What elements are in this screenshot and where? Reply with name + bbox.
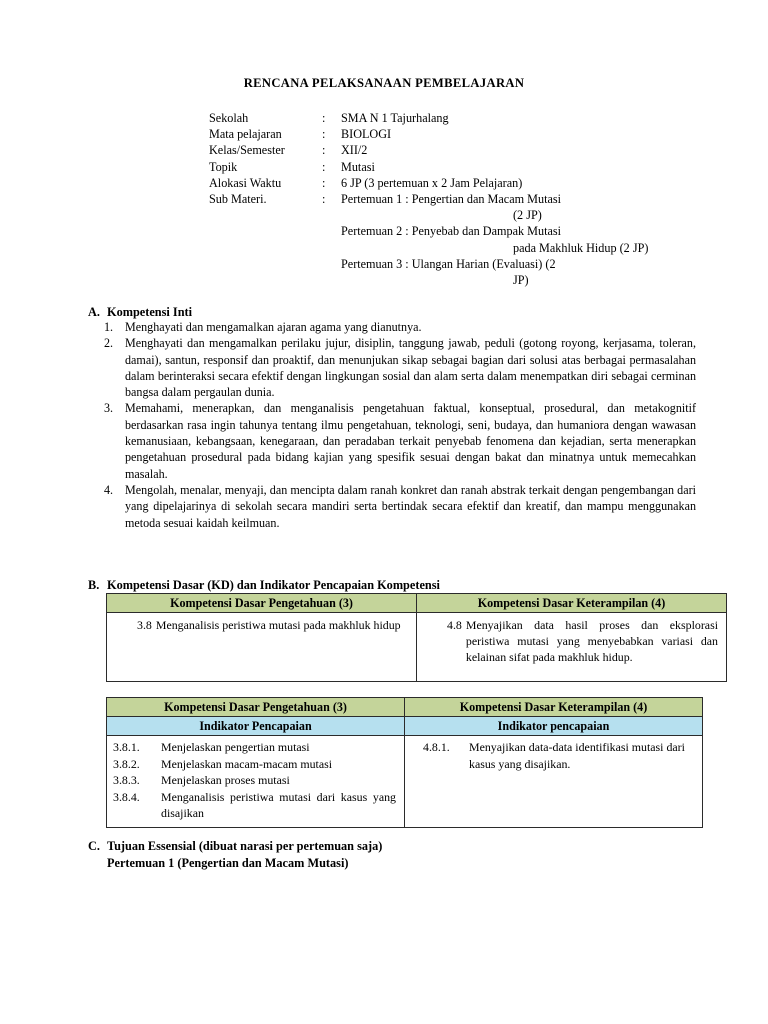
section-c-heading	[88, 839, 708, 854]
table-row	[107, 613, 727, 682]
table-header-row	[107, 594, 727, 613]
identity-value: BIOLOGI	[341, 127, 392, 142]
identity-row-kelas-semester	[209, 142, 689, 158]
kd-description: Menganalisis peristiwa mutasi pada makhluk hidup	[155, 618, 401, 632]
identity-label: Alokasi Waktu	[209, 175, 282, 190]
kompetensi-inti-item	[104, 319, 696, 335]
identity-row-topik	[209, 159, 689, 175]
indikator-cell-keterampilan	[405, 736, 703, 828]
kompetensi-inti-number: 4.	[104, 482, 114, 497]
section-a-title: Kompetensi Inti	[107, 305, 193, 319]
kompetensi-inti-item	[104, 335, 696, 400]
indikator-code: 3.8.4.	[113, 789, 140, 804]
kompetensi-inti-text: Memahami, menerapkan, dan menganalisis pengetahuan faktual, konseptual, prosedural, dan metakognitif berdasarkan rasa ingin tahunya tentang ilmu pengetahuan, teknologi, seni, budaya, dan humaniora dengan wawasan kemanusiaan, kebangsaan, kenegaraan, dan peradaban terkait penyebab fenomena dan kejadian, serta menerapkan pengetahuan prosedural pada bidang kajian yang spesifik sesuai dengan bakat dan minatnya untuk memecahkan masalah.	[125, 401, 696, 481]
sub-materi-list	[341, 191, 689, 288]
indikator-item	[423, 739, 694, 772]
section-a-heading	[88, 305, 688, 320]
sub-materi-item	[341, 256, 689, 288]
indikator-code: 3.8.2.	[113, 756, 140, 771]
sub-materi-line-cont: pada Makhluk Hidup (2 JP)	[513, 240, 649, 255]
kd-entry	[115, 617, 408, 633]
indikator-item	[113, 739, 396, 756]
indikator-list-right	[405, 736, 702, 777]
section-b-heading	[88, 578, 708, 593]
table-header-row	[107, 698, 703, 717]
kompetensi-inti-text: Menghayati dan mengamalkan ajaran agama yang dianutnya.	[125, 320, 422, 334]
indikator-code: 4.8.1.	[423, 740, 450, 754]
identity-colon: :	[322, 111, 326, 125]
indikator-header-pengetahuan: Kompetensi Dasar Pengetahuan (3)	[107, 698, 405, 717]
indikator-text: Menganalisis peristiwa mutasi dari kasus yang disajikan	[161, 789, 396, 821]
sub-materi-item	[341, 223, 689, 255]
indikator-cell-pengetahuan	[107, 736, 405, 828]
kd-header-keterampilan: Kompetensi Dasar Keterampilan (4)	[417, 594, 727, 613]
identity-label: Kelas/Semester	[209, 143, 285, 158]
section-b-title: Kompetensi Dasar (KD) dan Indikator Pencapaian Kompetensi	[107, 578, 440, 592]
indikator-item	[113, 789, 396, 822]
indikator-text: Menjelaskan pengertian mutasi	[161, 740, 310, 754]
kd-header-pengetahuan: Kompetensi Dasar Pengetahuan (3)	[107, 594, 417, 613]
identity-value: 6 JP (3 pertemuan x 2 Jam Pelajaran)	[341, 175, 523, 190]
indikator-text: Menjelaskan proses mutasi	[161, 773, 290, 788]
indikator-text: Menjelaskan macam-macam mutasi	[161, 756, 333, 771]
kompetensi-inti-list	[104, 319, 696, 531]
identity-value: SMA N 1 Tajurhalang	[341, 111, 449, 125]
section-c-title: Tujuan Essensial (dibuat narasi per pertemuan saja)	[107, 839, 383, 853]
sub-materi-line-cont: (2 JP)	[513, 208, 542, 223]
identity-colon: :	[322, 192, 326, 207]
identity-colon: :	[322, 127, 326, 142]
document-title: RENCANA PELAKSANAAN PEMBELAJARAN	[243, 76, 525, 90]
kompetensi-inti-number: 3.	[104, 401, 114, 416]
kd-description: Menyajikan data hasil proses dan eksplorasi peristiwa mutasi yang menyebabkan variasi dan kelainan sifat pada makhluk hidup.	[465, 618, 718, 665]
identity-row-alokasi-waktu	[209, 175, 689, 191]
indikator-table	[106, 697, 703, 828]
kd-cell-pengetahuan	[107, 613, 417, 682]
identity-value: XII/2	[341, 143, 368, 158]
indikator-code: 3.8.1.	[113, 740, 140, 754]
identity-value: Mutasi	[341, 159, 375, 174]
indikator-subheader-left: Indikator Pencapaian	[107, 717, 405, 736]
sub-materi-line: Pertemuan 3 : Ulangan Harian (Evaluasi) (2	[341, 256, 556, 271]
identity-row-mata-pelajaran	[209, 126, 689, 142]
sub-materi-line: Pertemuan 2 : Penyebab dan Dampak Mutasi	[341, 224, 561, 239]
kompetensi-inti-number: 1.	[104, 320, 114, 334]
indikator-item	[113, 772, 396, 789]
indikator-code: 3.8.3.	[113, 773, 140, 788]
section-b-letter: B.	[88, 578, 100, 592]
kd-code: 3.8	[137, 618, 152, 632]
indikator-list-left	[107, 736, 404, 827]
section-c-subtitle: Pertemuan 1 (Pengertian dan Macam Mutasi)	[107, 856, 349, 870]
section-a-letter: A.	[88, 305, 100, 319]
identity-row-sub-materi	[209, 191, 689, 288]
indikator-subheader-right: Indikator pencapaian	[405, 717, 703, 736]
kompetensi-inti-item	[104, 482, 696, 531]
identity-colon: :	[322, 175, 326, 190]
sub-materi-line-cont: JP)	[513, 273, 529, 288]
indikator-item	[113, 756, 396, 773]
identity-colon: :	[322, 159, 326, 174]
kompetensi-inti-text: Mengolah, menalar, menyaji, dan mencipta dalam ranah konkret dan ranah abstrak terkait dengan pengembangan dari yang dipelajarinya di sekolah secara mandiri serta bertindak secara efektif dan kreatif, dan mampu menggunakan metoda sesuai kaidah keilmuan.	[125, 482, 696, 530]
indikator-header-keterampilan: Kompetensi Dasar Keterampilan (4)	[405, 698, 703, 717]
kd-cell-keterampilan	[417, 613, 727, 682]
section-c-letter: C.	[88, 839, 100, 853]
identity-label: Sub Materi.	[209, 192, 267, 207]
identity-row-sekolah	[209, 110, 689, 126]
kompetensi-inti-text: Menghayati dan mengamalkan perilaku jujur, disiplin, tanggung jawab, peduli (gotong royong, kerjasama, toleran, damai), santun, responsif dan proaktif, dan menunjukan sikap sebagai bagian dari solusi atas berbagai permasalahan dalam berinteraksi secara efektif dengan lingkungan sosial dan alam serta dalam menempatkan diri sebagai cerminan bangsa dalam pergaulan dunia.	[125, 336, 696, 400]
identity-label: Sekolah	[209, 111, 249, 125]
kd-code: 4.8	[447, 618, 462, 632]
table-row	[107, 736, 703, 828]
identity-block	[209, 110, 689, 288]
identity-label: Topik	[209, 159, 238, 174]
kompetensi-inti-number: 2.	[104, 336, 114, 351]
identity-colon: :	[322, 143, 326, 158]
kompetensi-inti-item	[104, 400, 696, 481]
table-subheader-row	[107, 717, 703, 736]
indikator-text: Menyajikan data-data identifikasi mutasi dari kasus yang disajikan.	[469, 740, 685, 771]
identity-label: Mata pelajaran	[209, 127, 282, 142]
kompetensi-dasar-table	[106, 593, 727, 682]
sub-materi-line: Pertemuan 1 : Pengertian dan Macam Mutasi	[341, 192, 561, 207]
kd-entry	[425, 617, 718, 666]
sub-materi-item	[341, 191, 689, 223]
